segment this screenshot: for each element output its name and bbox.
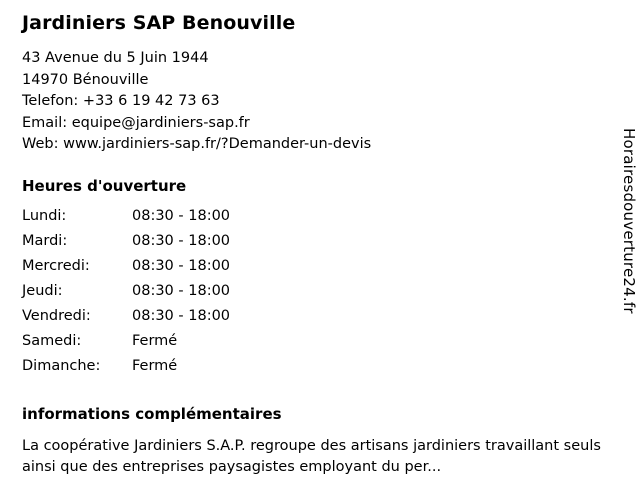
day-label: Samedi: [22, 332, 82, 349]
additional-info-text: La coopérative Jardiniers S.A.P. regroupe des artisans jardiniers travaillant seuls ainsi que des entreprises paysagistes employant du per... [22, 437, 601, 475]
page-title: Jardiniers SAP Benouville [22, 12, 296, 34]
day-label: Mercredi: [22, 257, 90, 274]
table-row [22, 208, 230, 233]
table-row [22, 308, 230, 333]
table-row [22, 233, 230, 258]
table-row [22, 283, 230, 308]
opening-hours-heading: Heures d'ouverture [22, 176, 187, 195]
table-row [22, 358, 230, 383]
phone-line: Telefon: +33 6 19 42 73 63 [22, 93, 220, 109]
email-line: Email: equipe@jardiniers-sap.fr [22, 114, 250, 131]
day-hours: 08:30 - 18:00 [132, 282, 231, 299]
day-hours: 08:30 - 18:00 [132, 257, 231, 274]
web-line: Web: www.jardiniers-sap.fr/?Demander-un-devis [22, 136, 372, 152]
day-hours: Fermé [132, 332, 178, 349]
day-hours: Fermé [132, 357, 178, 374]
table-row [22, 258, 230, 283]
day-label: Jeudi: [22, 282, 63, 299]
day-hours: 08:30 - 18:00 [132, 232, 231, 249]
day-label: Vendredi: [22, 307, 91, 324]
address-line: 43 Avenue du 5 Juin 1944 [22, 50, 209, 66]
day-hours: 08:30 - 18:00 [132, 207, 231, 224]
opening-hours-table [22, 208, 230, 383]
site-watermark: Horairesdouverture24.fr [620, 128, 638, 314]
address-block [22, 48, 597, 156]
day-label: Mardi: [22, 232, 68, 249]
additional-info-heading: informations complémentaires [22, 404, 282, 423]
day-label: Lundi: [22, 207, 67, 224]
address-line: 14970 Bénouville [22, 71, 149, 88]
day-hours: 08:30 - 18:00 [132, 307, 231, 324]
document-content [22, 10, 601, 478]
table-row [22, 333, 230, 358]
day-label: Dimanche: [22, 357, 101, 374]
